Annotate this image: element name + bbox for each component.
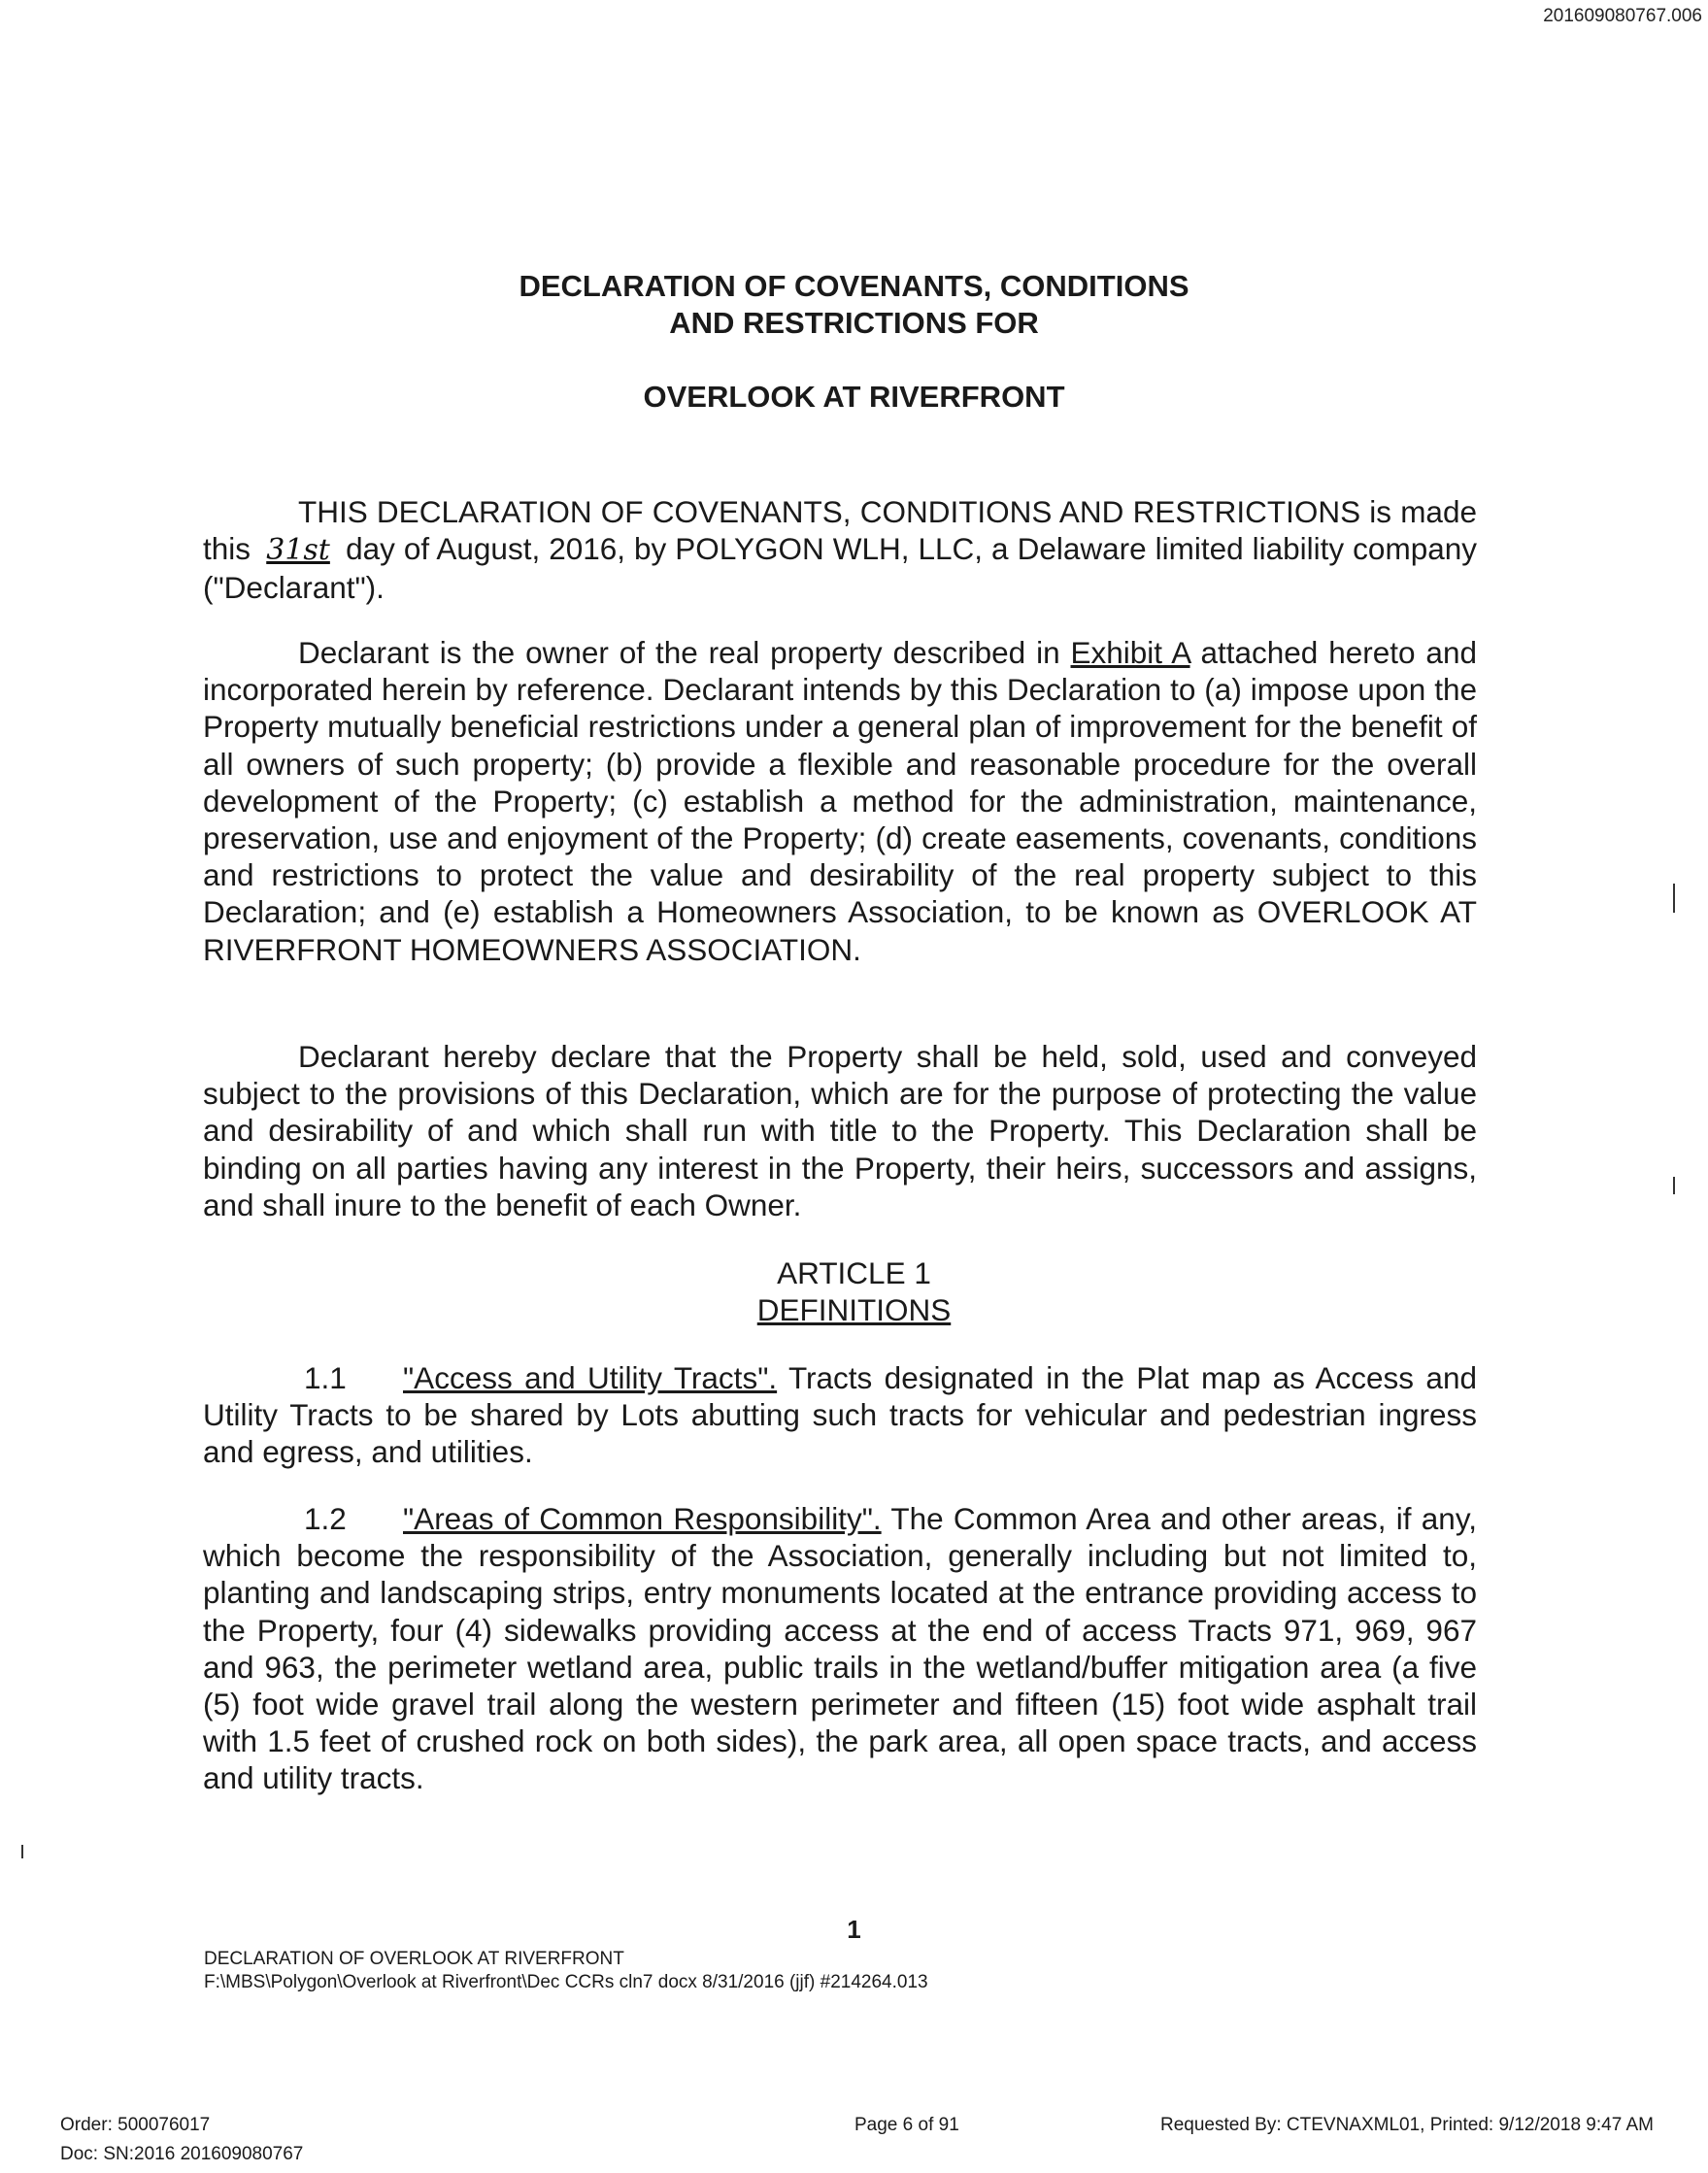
order-number: Order: 500076017 [60, 2115, 211, 2135]
declaration-paragraph [203, 1038, 1477, 1223]
intro-paragraph [203, 493, 1477, 607]
section-text: Tracts designated in the Plat map as Access and Utility Tracts to be shared by Lots abutting such tracts for vehicular and pedestrian ingress and egress, and utilities. [203, 1360, 1477, 1470]
footer-title: DECLARATION OF OVERLOOK AT RIVERFRONT [204, 1949, 624, 1969]
purpose-paragraph [203, 634, 1477, 968]
title-line-1: DECLARATION OF COVENANTS, CONDITIONS [519, 269, 1189, 303]
scan-mark [1673, 1177, 1675, 1194]
requested-by: Requested By: CTEVNAXML01, Printed: 9/12/2018 9:47 AM [1159, 2115, 1654, 2135]
doc-number: Doc: SN:2016 201609080767 [60, 2144, 304, 2164]
section-text: The Common Area and other areas, if any, which become the responsibility of the Association, generally including but not limited to, planting and landscaping strips, entry monuments located at the entrance providing access to the Property, four (4) sidewalks providing access at the end of access Tracts 971, 969, 967 and 963, the perimeter wetland area, public trails in the wetland/buffer mitigation area (a five (5) foot wide gravel trail along the western perimeter and fifteen (15) foot wide asphalt trail with 1.5 feet of crushed rock on both sides), the park area, all open space tracts, and access and utility tracts. [203, 1501, 1477, 1796]
article-name: DEFINITIONS [756, 1292, 952, 1327]
footer-file-path: F:\MBS\Polygon\Overlook at Riverfront\Dec CCRs cln7 docx 8/31/2016 (jjf) #214264.013 [204, 1972, 928, 1992]
section-term: "Access and Utility Tracts". [403, 1360, 778, 1395]
scan-mark [1673, 884, 1675, 913]
page-count: Page 6 of 91 [854, 2115, 959, 2135]
section-term: "Areas of Common Responsibility". [403, 1501, 882, 1536]
section-1-1 [203, 1359, 1477, 1471]
section-number: 1.1 [304, 1360, 347, 1395]
handwritten-day: 31st [266, 533, 330, 568]
purpose-before-link: Declarant is the owner of the real property described in [298, 635, 1060, 670]
article-number: ARTICLE 1 [777, 1255, 931, 1290]
scan-mark [21, 1845, 23, 1858]
exhibit-a-reference: Exhibit A [1070, 635, 1190, 670]
intro-before-date: THIS DECLARATION OF COVENANTS, CONDITIONS AND RESTRICTIONS is made this [203, 494, 1477, 567]
document-stamp: 201609080767.006 [1543, 6, 1702, 26]
declaration-text: Declarant hereby declare that the Property shall be held, sold, used and conveyed subject to the provisions of this Declaration, which are for the purpose of protecting the value and desirability of and which shall run with title to the Property. This Declaration shall be binding on all parties having any interest in the Property, their heirs, successors and assigns, and shall inure to the benefit of each Owner. [203, 1039, 1477, 1222]
section-1-2 [203, 1500, 1477, 1797]
purpose-after-link: attached hereto and incorporated herein by reference. Declarant intends by this Declaration to (a) impose upon the Property mutually beneficial restrictions under a general plan of improvement for the benefit of all owners of such property; (b) provide a flexible and reasonable procedure for the overall development of the Property; (c) establish a method for the administration, maintenance, preservation, use and enjoyment of the Property; (d) create easements, covenants, conditions and restrictions to protect the value and desirability of the real property subject to this Declaration; and (e) establish a Homeowners Association, to be known as OVERLOOK AT RIVERFRONT HOMEOWNERS ASSOCIATION. [203, 635, 1477, 967]
intro-after-date: day of August, 2016, by POLYGON WLH, LLC, a Delaware limited liability company ("Declarant"). [203, 531, 1477, 606]
title-line-3: OVERLOOK AT RIVERFRONT [643, 380, 1065, 414]
page-number: 1 [847, 1915, 861, 1944]
section-number: 1.2 [304, 1501, 347, 1536]
title-line-2: AND RESTRICTIONS FOR [669, 306, 1039, 340]
